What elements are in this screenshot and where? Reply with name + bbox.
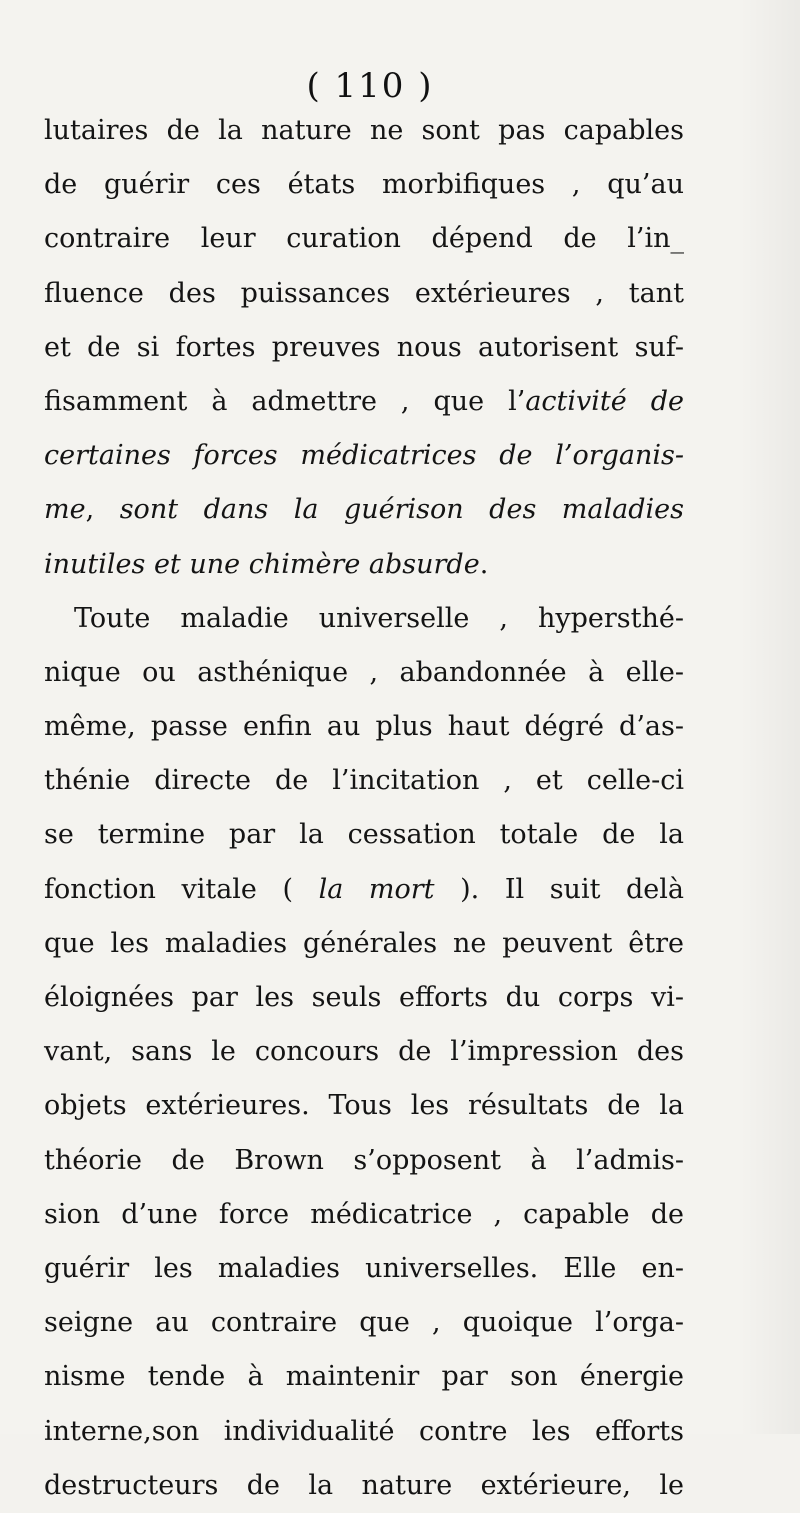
text-line <box>44 1188 684 1242</box>
text-line <box>44 212 684 266</box>
italic-run: sont dans la guérison des maladies <box>119 494 684 526</box>
text-run: destructeurs de la nature extérieure, le <box>44 1469 684 1501</box>
text-run: éloignées par les seuls efforts du corps vi- <box>44 982 684 1013</box>
text-run: seigne au contraire que , quoique l’orga- <box>44 1307 684 1339</box>
paragraph <box>44 592 684 1513</box>
paragraph <box>44 104 684 592</box>
text-line <box>44 1296 684 1350</box>
text-run: , <box>85 494 120 526</box>
text-line <box>44 104 684 158</box>
text-run: lutaires de la nature ne sont pas capables <box>44 115 684 146</box>
text-line <box>44 538 684 592</box>
text-run: théorie de Brown s’opposent à l’admis- <box>44 1144 684 1176</box>
text-run: fisamment à admettre , que l’ <box>44 385 526 417</box>
text-run: guérir les maladies universelles. Elle en- <box>44 1252 684 1284</box>
text-line <box>44 646 684 700</box>
text-line <box>44 267 684 321</box>
text-run: thénie directe de l’incitation , et celle-ci <box>44 765 684 797</box>
italic-run: activité de <box>525 385 684 417</box>
text-run: Toute maladie universelle , hypersthé- <box>74 602 684 634</box>
text-run: nique ou asthénique , abandonnée à elle- <box>44 656 684 688</box>
text-run: nisme tende à maintenir par son énergie <box>44 1361 684 1393</box>
text-line <box>44 700 684 754</box>
text-run: de guérir ces états morbifiques , qu’au <box>44 169 684 201</box>
body-text <box>44 104 684 1513</box>
text-line <box>44 1459 684 1513</box>
text-line <box>44 808 684 862</box>
text-line <box>44 1242 684 1296</box>
text-line <box>44 1350 684 1404</box>
text-line <box>44 483 684 537</box>
text-line <box>44 1134 684 1188</box>
text-line <box>44 321 684 375</box>
text-line <box>44 1079 684 1133</box>
text-line <box>44 375 684 429</box>
text-line <box>44 1405 684 1459</box>
page-number: ( 110 ) <box>306 66 434 106</box>
text-run: objets extérieures. Tous les résultats de la <box>44 1090 684 1122</box>
text-line <box>44 1025 684 1079</box>
text-run: ). Il suit delà <box>434 873 684 905</box>
text-line <box>44 863 684 917</box>
italic-run: me <box>44 494 86 526</box>
text-line <box>44 754 684 808</box>
text-run: interne,son individualité contre les efforts <box>44 1415 684 1447</box>
text-run: se termine par la cessation totale de la <box>44 819 684 851</box>
italic-run: la mort <box>318 873 435 905</box>
text-run: et de si fortes preuves nous autorisent suf- <box>44 331 684 363</box>
text-run: que les maladies générales ne peuvent être <box>44 927 684 959</box>
text-run: même, passe enfin au plus haut dégré d’as- <box>44 711 684 743</box>
text-run: contraire leur curation dépend de l’in_ <box>44 223 684 255</box>
text-line <box>44 592 684 646</box>
text-line <box>44 158 684 212</box>
italic-run: certaines forces médicatrices de l’organis- <box>44 440 684 472</box>
text-run: sion d’une force médicatrice , capable de <box>44 1198 684 1230</box>
text-run: fluence des puissances extérieures , tant <box>44 277 684 309</box>
text-line <box>44 429 684 483</box>
italic-run: inutiles et une chimère absurde <box>44 548 480 580</box>
text-run: fonction vitale ( <box>44 873 319 905</box>
text-run: . <box>479 548 489 580</box>
text-run: vant, sans le concours de l’impression des <box>44 1036 684 1068</box>
text-line <box>44 971 684 1025</box>
text-line <box>44 917 684 971</box>
